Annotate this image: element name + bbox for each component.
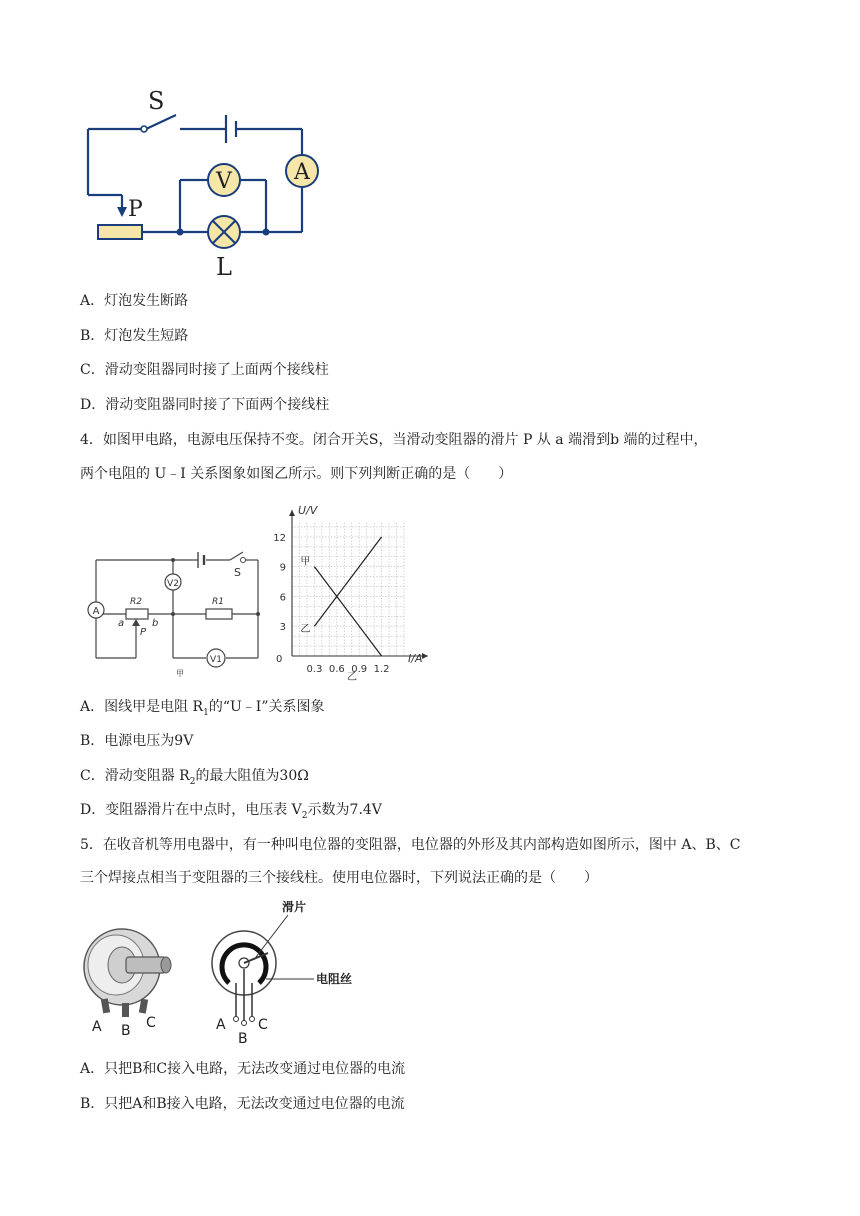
chart-ylabel: U/V [298, 504, 318, 517]
series-line-yi [314, 537, 381, 626]
exterior-pin-a: A [92, 1019, 102, 1035]
q4-stem-line1: 4．如图甲电路，电源电压保持不变。闭合开关S，当滑动变阻器的滑片 P 从 a 端滑到b 端的过程中， [80, 432, 708, 448]
wire-callout: 电阻丝 [316, 972, 353, 986]
y-tick-label: 9 [279, 562, 286, 574]
interior-pin-b: B [238, 1031, 248, 1045]
q3-option-b: B．灯泡发生短路 [80, 328, 189, 344]
q4-option-d-pre: D．变阻器滑片在中点时，电压表 V [80, 802, 302, 818]
ammeter-label: A [294, 160, 310, 185]
series-label-jia: 甲 [300, 556, 311, 568]
lamp-label: L [216, 253, 232, 281]
q4-option-a-post: 的“U﹣I”关系图象 [208, 699, 325, 715]
potentiometer-interior [212, 915, 314, 1026]
jia-v2-label: V2 [167, 579, 179, 589]
chart-origin-label: 0 [276, 654, 283, 665]
q4-option-c-sub: 2 [189, 776, 196, 787]
slider-callout: 滑片 [282, 900, 307, 914]
switch-label: S [148, 87, 165, 115]
slider-label: P [128, 197, 143, 222]
circuit-diagram-jia [80, 540, 283, 680]
q4-option-c-post: 的最大阻值为30Ω [195, 768, 309, 784]
q4-option-b: B．电源电压为9V [80, 733, 194, 749]
q5-stem-line1: 5．在收音机等用电器中，有一种叫电位器的变阻器，电位器的外形及其内部构造如图所示，图中 A、B、C [80, 837, 741, 853]
jia-b-label: b [152, 618, 159, 629]
x-tick-label: 0.9 [351, 664, 368, 675]
chart-xlabel: I/A [408, 652, 423, 665]
jia-a-label: a [118, 618, 125, 629]
series-line-jia [314, 567, 381, 656]
q4-option-c [80, 766, 309, 792]
q4-option-a [80, 697, 325, 723]
x-axis-arrow [422, 653, 428, 659]
q5-option-b: B．只把A和B接入电路，无法改变通过电位器的电流 [80, 1096, 405, 1112]
q3-option-a: A．灯泡发生断路 [80, 293, 189, 309]
q4-option-a-pre: A．图线甲是电阻 R [80, 699, 204, 715]
exterior-pin-b: B [121, 1023, 131, 1039]
voltmeter-label: V [216, 169, 232, 194]
jia-v1-label: V1 [210, 655, 222, 665]
series-label-yi: 乙 [300, 624, 311, 636]
chart-grid [292, 522, 404, 656]
q4-option-a-sub: 1 [203, 707, 209, 718]
q4-option-d-sub: 2 [301, 810, 308, 821]
y-tick-label: 6 [279, 592, 286, 604]
q5-stem-line2: 三个焊接点相当于变阻器的三个接线柱。使用电位器时，下列说法正确的是（ ） [80, 870, 598, 886]
jia-switch-label: S [234, 566, 241, 579]
exterior-pin-c: C [146, 1015, 156, 1031]
jia-ammeter-label: A [92, 606, 100, 617]
potentiometer-exterior [84, 929, 171, 1017]
x-tick-label: 0.3 [306, 664, 323, 675]
q4-option-d [80, 800, 382, 826]
interior-pin-c: C [258, 1017, 268, 1033]
x-tick-label: 1.2 [373, 664, 390, 675]
jia-r2-label: R2 [130, 597, 142, 607]
y-tick-label: 12 [273, 532, 286, 544]
jia-r1-label: R1 [212, 597, 224, 607]
q4-option-d-post: 示数为7.4V [307, 802, 382, 818]
interior-pin-a: A [216, 1017, 226, 1033]
jia-p-label: P [140, 627, 147, 638]
q4-option-c-pre: C．滑动变阻器 R [80, 768, 190, 784]
q5-option-a: A．只把B和C接入电路，无法改变通过电位器的电流 [80, 1061, 406, 1077]
potentiometer-figure [78, 895, 378, 1045]
q4-stem-line2: 两个电阻的 U﹣I 关系图象如图乙所示。则下列判断正确的是（ ） [80, 466, 513, 482]
ui-graph-yi [262, 500, 442, 690]
circuit-diagram-1 [80, 85, 340, 285]
chart-axes [289, 510, 428, 659]
jia-caption: 甲 [176, 669, 184, 678]
q3-option-c: C．滑动变阻器同时接了上面两个接线柱 [80, 362, 329, 378]
y-axis-arrow [289, 510, 295, 516]
chart-caption: 乙 [347, 672, 357, 683]
x-tick-label: 0.6 [328, 664, 345, 675]
q3-option-d: D．滑动变阻器同时接了下面两个接线柱 [80, 397, 330, 413]
y-tick-label: 3 [279, 622, 286, 634]
